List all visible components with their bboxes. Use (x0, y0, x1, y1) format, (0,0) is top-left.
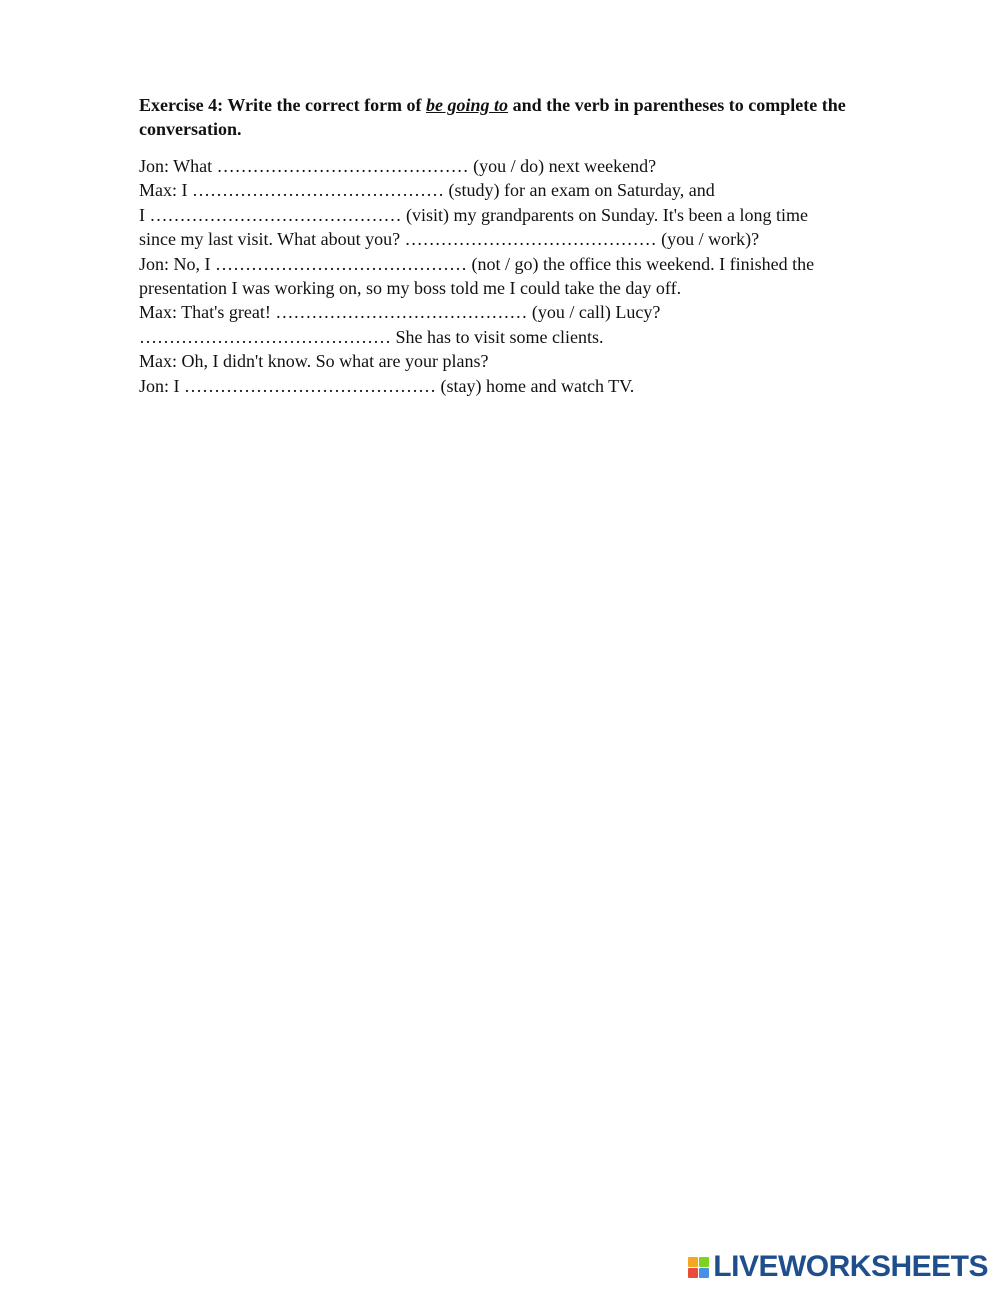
heading-part-2: and the verb in parentheses to complete the conversation. (139, 95, 846, 139)
logo-square (699, 1257, 709, 1267)
conversation-line (139, 178, 899, 202)
line-text-after: (you / call) Lucy? (527, 302, 661, 323)
line-text-before: Max: I (139, 180, 192, 201)
conversation (139, 154, 899, 398)
liveworksheets-logo (688, 1252, 988, 1282)
conversation-line (139, 374, 899, 398)
line-text-before: Jon: No, I (139, 253, 215, 274)
logo-square (699, 1268, 709, 1278)
conversation-line (139, 252, 899, 276)
logo-wordmark: LIVEWORKSHEETS (713, 1250, 988, 1283)
line-text-before: Max: That's great! (139, 302, 276, 323)
line-text-before: Jon: I (139, 375, 184, 396)
conversation-line (139, 300, 899, 324)
line-text-before: presentation I was working on, so my boss told me I could take the day off. (139, 278, 682, 299)
exercise-heading (139, 93, 899, 141)
line-text-before: Jon: What (139, 156, 217, 176)
liveworksheets-logo-icon (688, 1257, 709, 1278)
line-text-before: Max: Oh, I didn't know. So what are your plans? (139, 351, 489, 372)
line-text-before: I (139, 204, 150, 225)
line-text-after: She has to visit some clients. (391, 326, 604, 347)
answer-blank[interactable]: …………………………………… (404, 229, 657, 250)
answer-blank[interactable]: …………………………………… (275, 302, 528, 323)
conversation-line (139, 349, 899, 373)
answer-blank[interactable]: …………………………………… (139, 326, 391, 347)
worksheet (139, 93, 899, 398)
line-text-after: (visit) my grandparents on Sunday. It's been a long time (401, 204, 808, 225)
logo-square (688, 1268, 698, 1278)
heading-part-1: Exercise 4: Write the correct form of (139, 95, 427, 115)
conversation-line (139, 325, 899, 349)
conversation-line (139, 154, 899, 178)
conversation-line (139, 227, 899, 251)
answer-blank[interactable]: …………………………………… (216, 156, 469, 176)
conversation-line (139, 276, 899, 300)
answer-blank[interactable]: …………………………………… (184, 375, 436, 396)
line-text-after: (you / work)? (656, 229, 760, 250)
answer-blank[interactable]: …………………………………… (192, 180, 444, 201)
line-text-after: (study) for an exam on Saturday, and (444, 180, 715, 201)
line-text-after: (not / go) the office this weekend. I finished the (467, 253, 815, 274)
answer-blank[interactable]: …………………………………… (215, 253, 467, 274)
line-text-after: (stay) home and watch TV. (436, 375, 635, 396)
answer-blank[interactable]: …………………………………… (149, 204, 402, 225)
heading-emphasis: be going to (426, 95, 509, 115)
conversation-line (139, 203, 899, 227)
line-text-after: (you / do) next weekend? (468, 156, 657, 176)
line-text-before: since my last visit. What about you? (139, 229, 405, 250)
logo-square (688, 1257, 698, 1267)
